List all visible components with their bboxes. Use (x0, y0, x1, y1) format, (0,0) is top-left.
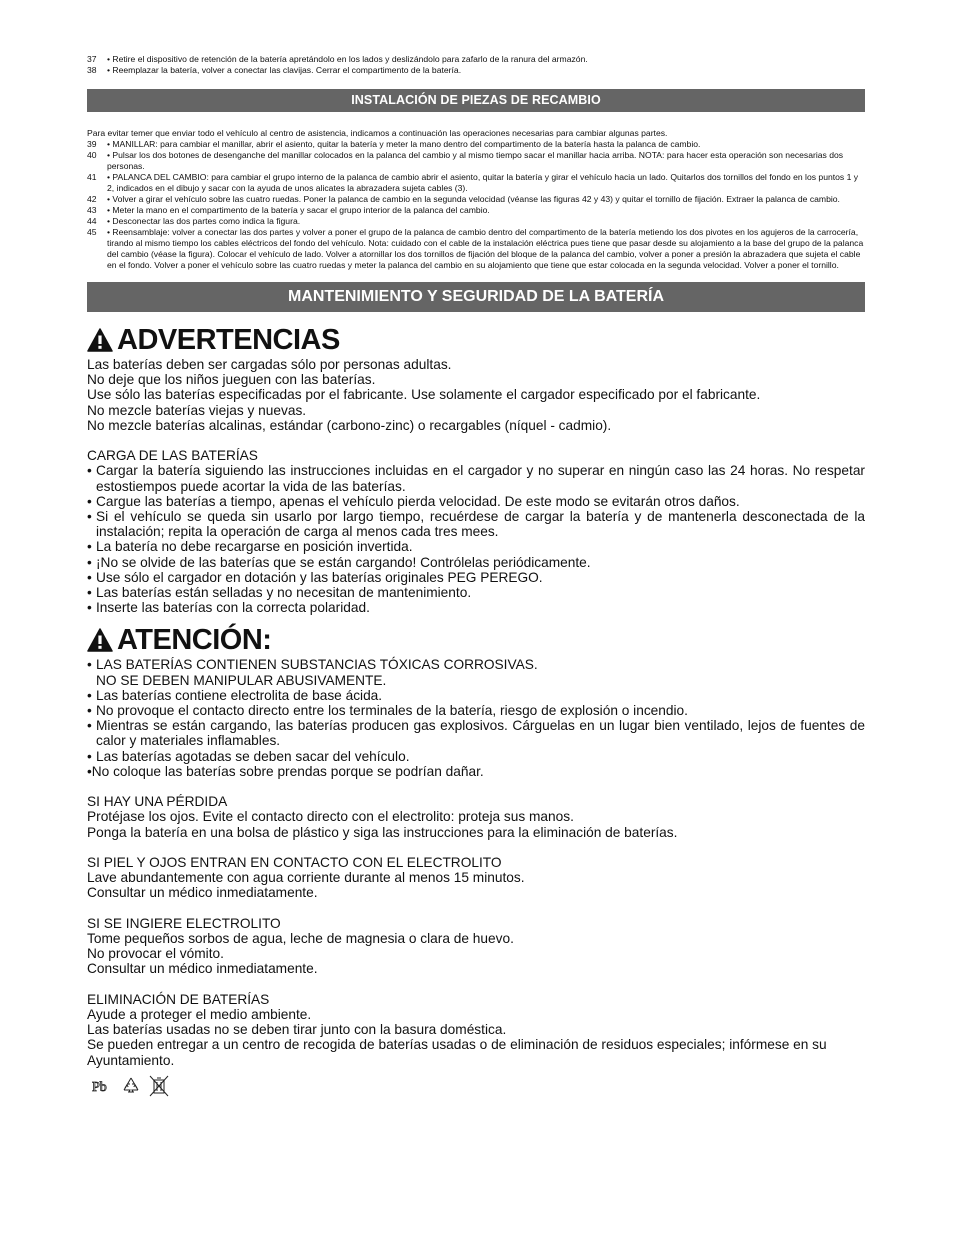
step-43 (87, 205, 865, 216)
warning-line: No deje que los niños jueguen con las baterías. (87, 372, 376, 388)
contact-line: Lave abundantemente con agua corriente durante al menos 15 minutos. (87, 870, 525, 886)
charging-bullet-text: Cargar la batería siguiendo las instrucciones incluidas en el cargador y no superar en ningún caso las 24 horas. No respetar estostiempos puede acortar la vida de las baterías. (96, 463, 865, 494)
charging-bullet-text: ¡No se olvide de las baterías que se están cargando! Contrólelas periódicamente. (96, 554, 591, 570)
step-number: 44 (87, 216, 97, 226)
attention-bullet-text: LAS BATERÍAS CONTIENEN SUBSTANCIAS TÓXICAS CORROSIVAS. (96, 657, 538, 673)
step-39 (87, 139, 865, 150)
warnings-title: ADVERTENCIAS (117, 324, 340, 356)
leak-title: SI HAY UNA PÉRDIDA (87, 794, 228, 810)
disposal-line: Ayude a proteger el medio ambiente. (87, 1007, 312, 1023)
warning-line: Las baterías deben ser cargadas sólo por personas adultas. (87, 357, 452, 372)
ingest-line: No provocar el vómito. (87, 946, 224, 962)
disposal-title: ELIMINACIÓN DE BATERÍAS (87, 991, 270, 1007)
charging-bullet-text: Inserte las baterías con la correcta polaridad. (96, 600, 370, 616)
charging-bullet: • Las baterías están selladas y no necesitan de mantenimiento. (87, 585, 865, 600)
step-41 (87, 172, 865, 194)
attention-bullet-text: Mientras se están cargando, las baterías producen gas explosivos. Cárguelas en un lugar bien ventilado, lejos de fuentes de calor y materiales inflamables. (96, 718, 865, 749)
top-steps (87, 54, 865, 76)
replacement-steps (87, 128, 865, 271)
charging-bullet: • Si el vehículo se queda sin usarlo por largo tiempo, recuérdese de cargar la batería y de mantenerla desconectada de la instalación; repita la operación de carga al menos cada tres mees. (87, 509, 865, 540)
step-number: 41 (87, 172, 97, 182)
charging-bullet: • Cargar la batería siguiendo las instrucciones incluidas en el cargador y no superar en ningún caso las 24 horas. No respetar estostiempos puede acortar la vida de las baterías. (87, 463, 865, 494)
step-text: • Reemplazar la batería, volver a conectar las clavijas. Cerrar el compartimento de la batería. (107, 65, 462, 75)
charging-bullet-text: Cargue las baterías a tiempo, apenas el vehículo pierda velocidad. De este modo se evitarán otros daños. (96, 493, 740, 509)
leak-line: Protéjase los ojos. Evite el contacto directo con el electrolito: proteja sus manos. (87, 809, 574, 825)
warning-line: No mezcle baterías viejas y nuevas. (87, 402, 307, 418)
page (87, 54, 865, 1097)
replacement-intro: Para evitar temer que enviar todo el vehículo al centro de asistencia, indicamos a continuación las operaciones necesarias para cambiar algunas partes. (87, 128, 668, 138)
step-number: 43 (87, 205, 97, 215)
section-bar-battery-maintenance: MANTENIMIENTO Y SEGURIDAD DE LA BATERÍA (87, 282, 865, 312)
charging-bullet: • Use sólo el cargador en dotación y las baterías originales PEG PEREGO. (87, 570, 865, 585)
charging-bullet-text: Use sólo el cargador en dotación y las baterías originales PEG PEREGO. (96, 569, 543, 585)
step-40 (87, 150, 865, 172)
warning-line: No mezcle baterías alcalinas, estándar (carbono-zinc) o recargables (níquel - cadmio). (87, 417, 612, 433)
attention-bullet-text: No provoque el contacto directo entre los terminales de la batería, riesgo de explosión o incendio. (96, 703, 688, 719)
ingest-title: SI SE INGIERE ELECTROLITO (87, 915, 281, 931)
step-number: 40 (87, 150, 97, 160)
charging-bullet: • La batería no debe recargarse en posición invertida. (87, 539, 865, 554)
attention-bullet: • Las baterías contiene electrolita de base ácida. (87, 688, 865, 703)
disposal-line: Se pueden entregar a un centro de recogida de baterías usadas o de eliminación de residuos especiales; infórmese en su Ayuntamiento. (87, 1037, 827, 1068)
step-text: • Meter la mano en el compartimento de la batería y sacar el grupo interior de la palanca del cambio. (107, 205, 490, 215)
step-number: 39 (87, 139, 97, 149)
crossed-bin-icon (149, 1075, 169, 1097)
step-42 (87, 194, 865, 205)
charging-bullet: • Inserte las baterías con la correcta polaridad. (87, 600, 865, 615)
recycle-icon (121, 1076, 141, 1096)
warnings-body (87, 357, 865, 615)
attention-bullet: • Las baterías agotadas se deben sacar del vehículo. (87, 749, 865, 764)
section-bar-replacement-parts: INSTALACIÓN DE PIEZAS DE RECAMBIO (87, 89, 865, 112)
attention-last-bullet: •No coloque las baterías sobre prendas porque se podrían dañar. (87, 763, 484, 779)
attention-title: ATENCIÓN: (117, 624, 272, 657)
step-number: 45 (87, 227, 97, 237)
step-text: • Retire el dispositivo de retención de la batería apretándolo en los lados y deslizándolo para zafarlo de la ranura del armazón. (107, 54, 588, 64)
step-text: • Desconectar las dos partes como indica la figura. (107, 216, 301, 226)
step-number: 38 (87, 65, 97, 75)
warnings-heading (87, 323, 865, 357)
attention-bullet: • No provoque el contacto directo entre los terminales de la batería, riesgo de explosión o incendio. (87, 703, 865, 718)
charging-bullet: • Cargue las baterías a tiempo, apenas el vehículo pierda velocidad. De este modo se evitarán otros daños. (87, 494, 865, 509)
step-number: 37 (87, 54, 97, 64)
warning-line: Use sólo las baterías especificadas por el fabricante. Use solamente el cargador especificado por el fabricante. (87, 387, 761, 403)
warning-triangle-icon (87, 328, 113, 352)
disposal-line: Las baterías usadas no se deben tirar junto con la basura doméstica. (87, 1022, 507, 1038)
step-text: • Reensamblaje: volver a conectar las dos partes y volver a poner el grupo de la palanca de cambio dentro del compartimento de la batería metiendo los dos pivotes en los agujeros de la carrocería, tirando al mismo tiempo los cables eléctricos del fondo del vehículo. Nota: cuidado con el cable de la instalación eléctrica pues tiene que pasar desde su alojamiento a la base del grupo de la palanca del cambio (véase la figura). Colocar el vehículo de lado. Volver a atornillar los dos tornillos de fijación del bloque de la palanca del cambio, volver a poner a presión la abrazadera que sujeta el cable en el fondo. Volver a poner el vehículo sobre las cuatro ruedas y meter la palanca del cambio en su alojamiento que tiene que estar colocada en la segunda velocidad. Volver a poner el tornillo. (107, 227, 864, 270)
disposal-symbols (91, 1075, 865, 1097)
step-44 (87, 216, 865, 227)
pb-label: Pb (92, 1079, 107, 1095)
ingest-line: Tome pequeños sorbos de agua, leche de magnesia o clara de huevo. (87, 931, 514, 947)
contact-line: Consultar un médico inmediatamente. (87, 885, 318, 901)
attention-bullet: • Mientras se están cargando, las baterías producen gas explosivos. Cárguelas en un lugar bien ventilado, lejos de fuentes de calor y materiales inflamables. (87, 718, 865, 749)
charging-bullet-text: Las baterías están selladas y no necesitan de mantenimiento. (96, 585, 472, 601)
charging-bullet-text: La batería no debe recargarse en posición invertida. (96, 539, 413, 555)
attention-bullet-text: NO SE DEBEN MANIPULAR ABUSIVAMENTE. (96, 672, 387, 688)
pb-symbol (91, 1076, 113, 1096)
attention-body (87, 657, 865, 1067)
leak-line: Ponga la batería en una bolsa de plástico y siga las instrucciones para la eliminación de baterías. (87, 824, 678, 840)
step-37 (87, 54, 865, 65)
warning-triangle-icon (87, 628, 113, 652)
charging-bullet-text: Si el vehículo se queda sin usarlo por largo tiempo, recuérdese de cargar la batería y de mantenerla desconectada de la instalación; repita la operación de carga al menos cada tres mees. (96, 509, 865, 540)
contact-title: SI PIEL Y OJOS ENTRAN EN CONTACTO CON EL ELECTROLITO (87, 855, 502, 871)
charging-bullet: • ¡No se olvide de las baterías que se están cargando! Contrólelas periódicamente. (87, 555, 865, 570)
step-text: • Pulsar los dos botones de desenganche del manillar colocados en la palanca del cambio y al mismo tiempo sacar el manillar hacia arriba. NOTA: para hacer esta operación son necesarias dos personas. (107, 150, 844, 171)
ingest-line: Consultar un médico inmediatamente. (87, 961, 318, 977)
step-text: • Volver a girar el vehículo sobre las cuatro ruedas. Poner la palanca de cambio en la segunda velocidad (véanse las figuras 42 y 43) y quitar el tornillo de fijación. Extraer la palanca de cambio. (107, 194, 840, 204)
step-text: • PALANCA DEL CAMBIO: para cambiar el grupo interno de la palanca de cambio abrir el asiento, quitar la batería y girar el vehículo hacia un lado. Quitarlos dos tornillos del fondo en los puntos 1 y 2, indicados en el dibujo y sacar con la ayuda de unos alicates la abrazadera sujeta cables (3). (107, 172, 859, 193)
attention-bullet: • LAS BATERÍAS CONTIENEN SUBSTANCIAS TÓXICAS CORROSIVAS. NO SE DEBEN MANIPULAR ABUSIVAMENTE. (87, 657, 538, 688)
step-45 (87, 227, 865, 271)
attention-heading (87, 623, 865, 657)
step-text: • MANILLAR: para cambiar el manillar, abrir el asiento, quitar la batería y meter la mano dentro del compartimento de la batería hasta la palanca de cambio. (107, 139, 701, 149)
charging-title: CARGA DE LAS BATERÍAS (87, 448, 258, 464)
step-38 (87, 65, 865, 76)
step-number: 42 (87, 194, 97, 204)
attention-bullet-text: Las baterías contiene electrolita de base ácida. (96, 687, 383, 703)
attention-bullet-text: Las baterías agotadas se deben sacar del vehículo. (96, 748, 410, 764)
